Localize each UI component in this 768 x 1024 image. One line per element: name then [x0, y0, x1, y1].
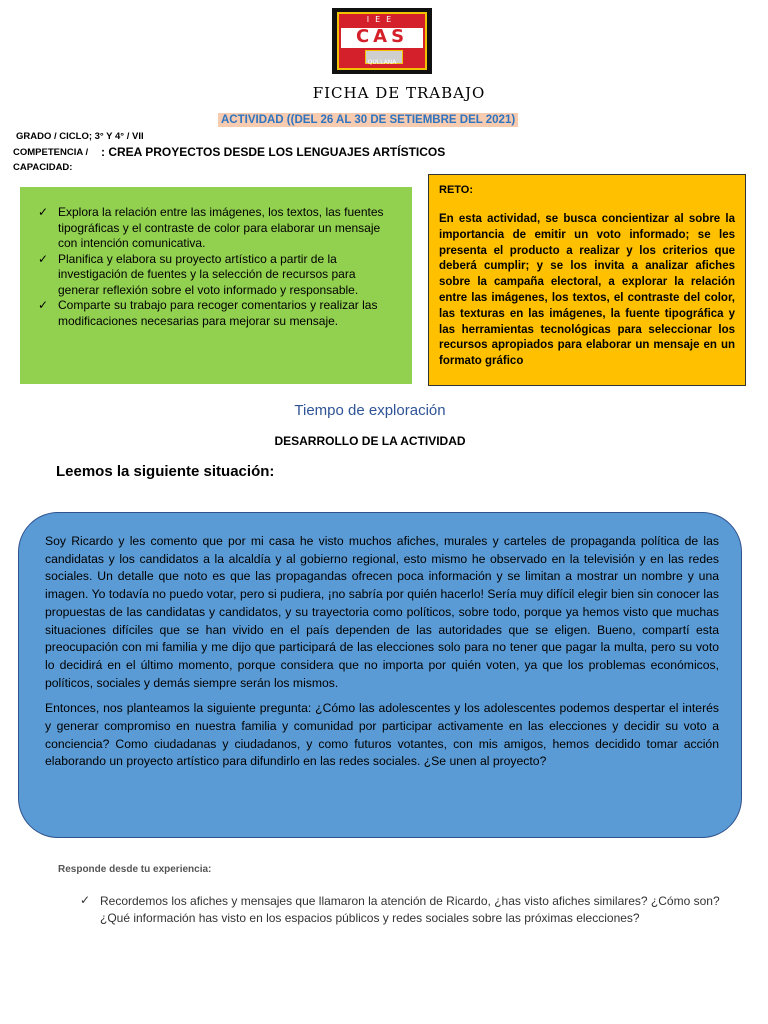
check-icon: ✓ [38, 251, 49, 266]
reto-title: RETO: [439, 184, 474, 196]
question-text: Recordemos los afiches y mensajes que llamaron la atención de Ricardo, ¿has visto afiches similares? ¿Cómo son? ¿Qué información has visto en los espacios públicos y redes sociales sobre las próximas elecciones? [100, 894, 720, 925]
check-icon: ✓ [38, 298, 49, 312]
capacidades-list [38, 205, 398, 329]
story-box [18, 512, 742, 838]
activity-dates: ACTIVIDAD ((DEL 26 AL 30 DE SETIEMBRE DEL 2021) [218, 113, 518, 127]
story-paragraph: Entonces, nos planteamos la siguiente pregunta: ¿Cómo las adolescentes y los adolescentes podemos despertar el interés y generar compromiso en nuestra familia y comunidad por participar activamente en las elecciones y decidir su voto a conciencia? Como ciudadanas y ciudadanos, y como futuros votantes, con mis amigos, hemos decidido tomar acción elaborando un proyecto artístico para difundirlo en las redes sociales. ¿Se unen al proyecto? [45, 701, 719, 769]
check-icon: ✓ [38, 205, 49, 219]
competencia-value: : CREA PROYECTOS DESDE LOS LENGUAJES ARTÍSTICOS [101, 145, 446, 159]
capacidad-text: Explora la relación entre las imágenes, los textos, las fuentes tipográficas y el contraste de color para elaborar un mensaje con intención comunicativa. [58, 205, 384, 250]
reading-heading: Leemos la siguiente situación: [56, 463, 275, 480]
reto-box [428, 174, 746, 386]
logo-place: QULLANA [367, 59, 397, 66]
capacidad-text: Comparte su trabajo para recoger comentarios y realizar las modificaciones necesarias para mejorar su mensaje. [58, 298, 378, 328]
page-title: FICHA DE TRABAJO [312, 84, 486, 102]
capacidad-label: CAPACIDAD: [13, 162, 73, 173]
responde-label: Responde desde tu experiencia: [58, 864, 212, 875]
list-item [38, 298, 398, 329]
list-item [38, 251, 398, 299]
logo-top-letters: IEE [366, 15, 398, 24]
grado-label: GRADO / CICLO; 3° Y 4° / VII [16, 131, 144, 142]
story-paragraph: Soy Ricardo y les comento que por mi casa he visto muchos afiches, murales y carteles de propaganda política de las candidatas y los candidatos a la alcaldía y al gobierno regional, esto mismo he observado en la televisión y en las redes sociales. Un detalle que noto es que las propagandas ofrecen poca información y se limitan a mostrar un nombre y una imagen. Yo todavía no puedo votar, pero si pudiera, ¡no sabría por quién hacerlo! Sería muy difícil elegir bien sin conocer las propuestas de las candidatas y candidatos, y su trayectoria como políticos, sobre todo, porque ya hemos visto que muchas situaciones difíciles que se han vivido en el país dependen de las autoridades que se eligen. Bueno, compartí esta preocupación con mi familia y me dijo que participará de las elecciones solo para no tener que pagar la multa, pero su voto lo decidirá en el último momento, porque considera que no importa por quién voten, ya que los problemas económicos, políticos, sociales y demás siempre serán los mismos. [45, 534, 719, 690]
logo-shield [337, 12, 427, 70]
subsection-heading: DESARROLLO DE LA ACTIVIDAD [274, 434, 466, 448]
list-item [38, 205, 398, 252]
capacidades-box [20, 187, 412, 384]
reto-text: En esta actividad, se busca concientizar al sobre la importancia de emitir un voto informado; se les presenta el producto a realizar y los criterios que deberá cumplir; y se los invita a analizar afiches sobre la campaña electoral, a explorar la relación entre las imágenes, los textos, el contraste del color, las texturas en las imágenes, la fuente tipográfica y las herramientas tecnológicas para seleccionar los recursos apropiados para elaborar un mensaje en un formato gráfico [439, 213, 735, 368]
competencia-label: COMPETENCIA / [13, 147, 89, 158]
check-icon: ✓ [80, 893, 91, 907]
section-heading: Tiempo de exploración [294, 402, 446, 419]
capacidad-text: Planifica y elabora su proyecto artístico a partir de la investigación de fuentes y la selección de recursos para generar reflexión sobre el voto informado y responsable. [58, 251, 359, 297]
logo-letters: CAS [355, 26, 409, 47]
school-logo [332, 8, 432, 74]
